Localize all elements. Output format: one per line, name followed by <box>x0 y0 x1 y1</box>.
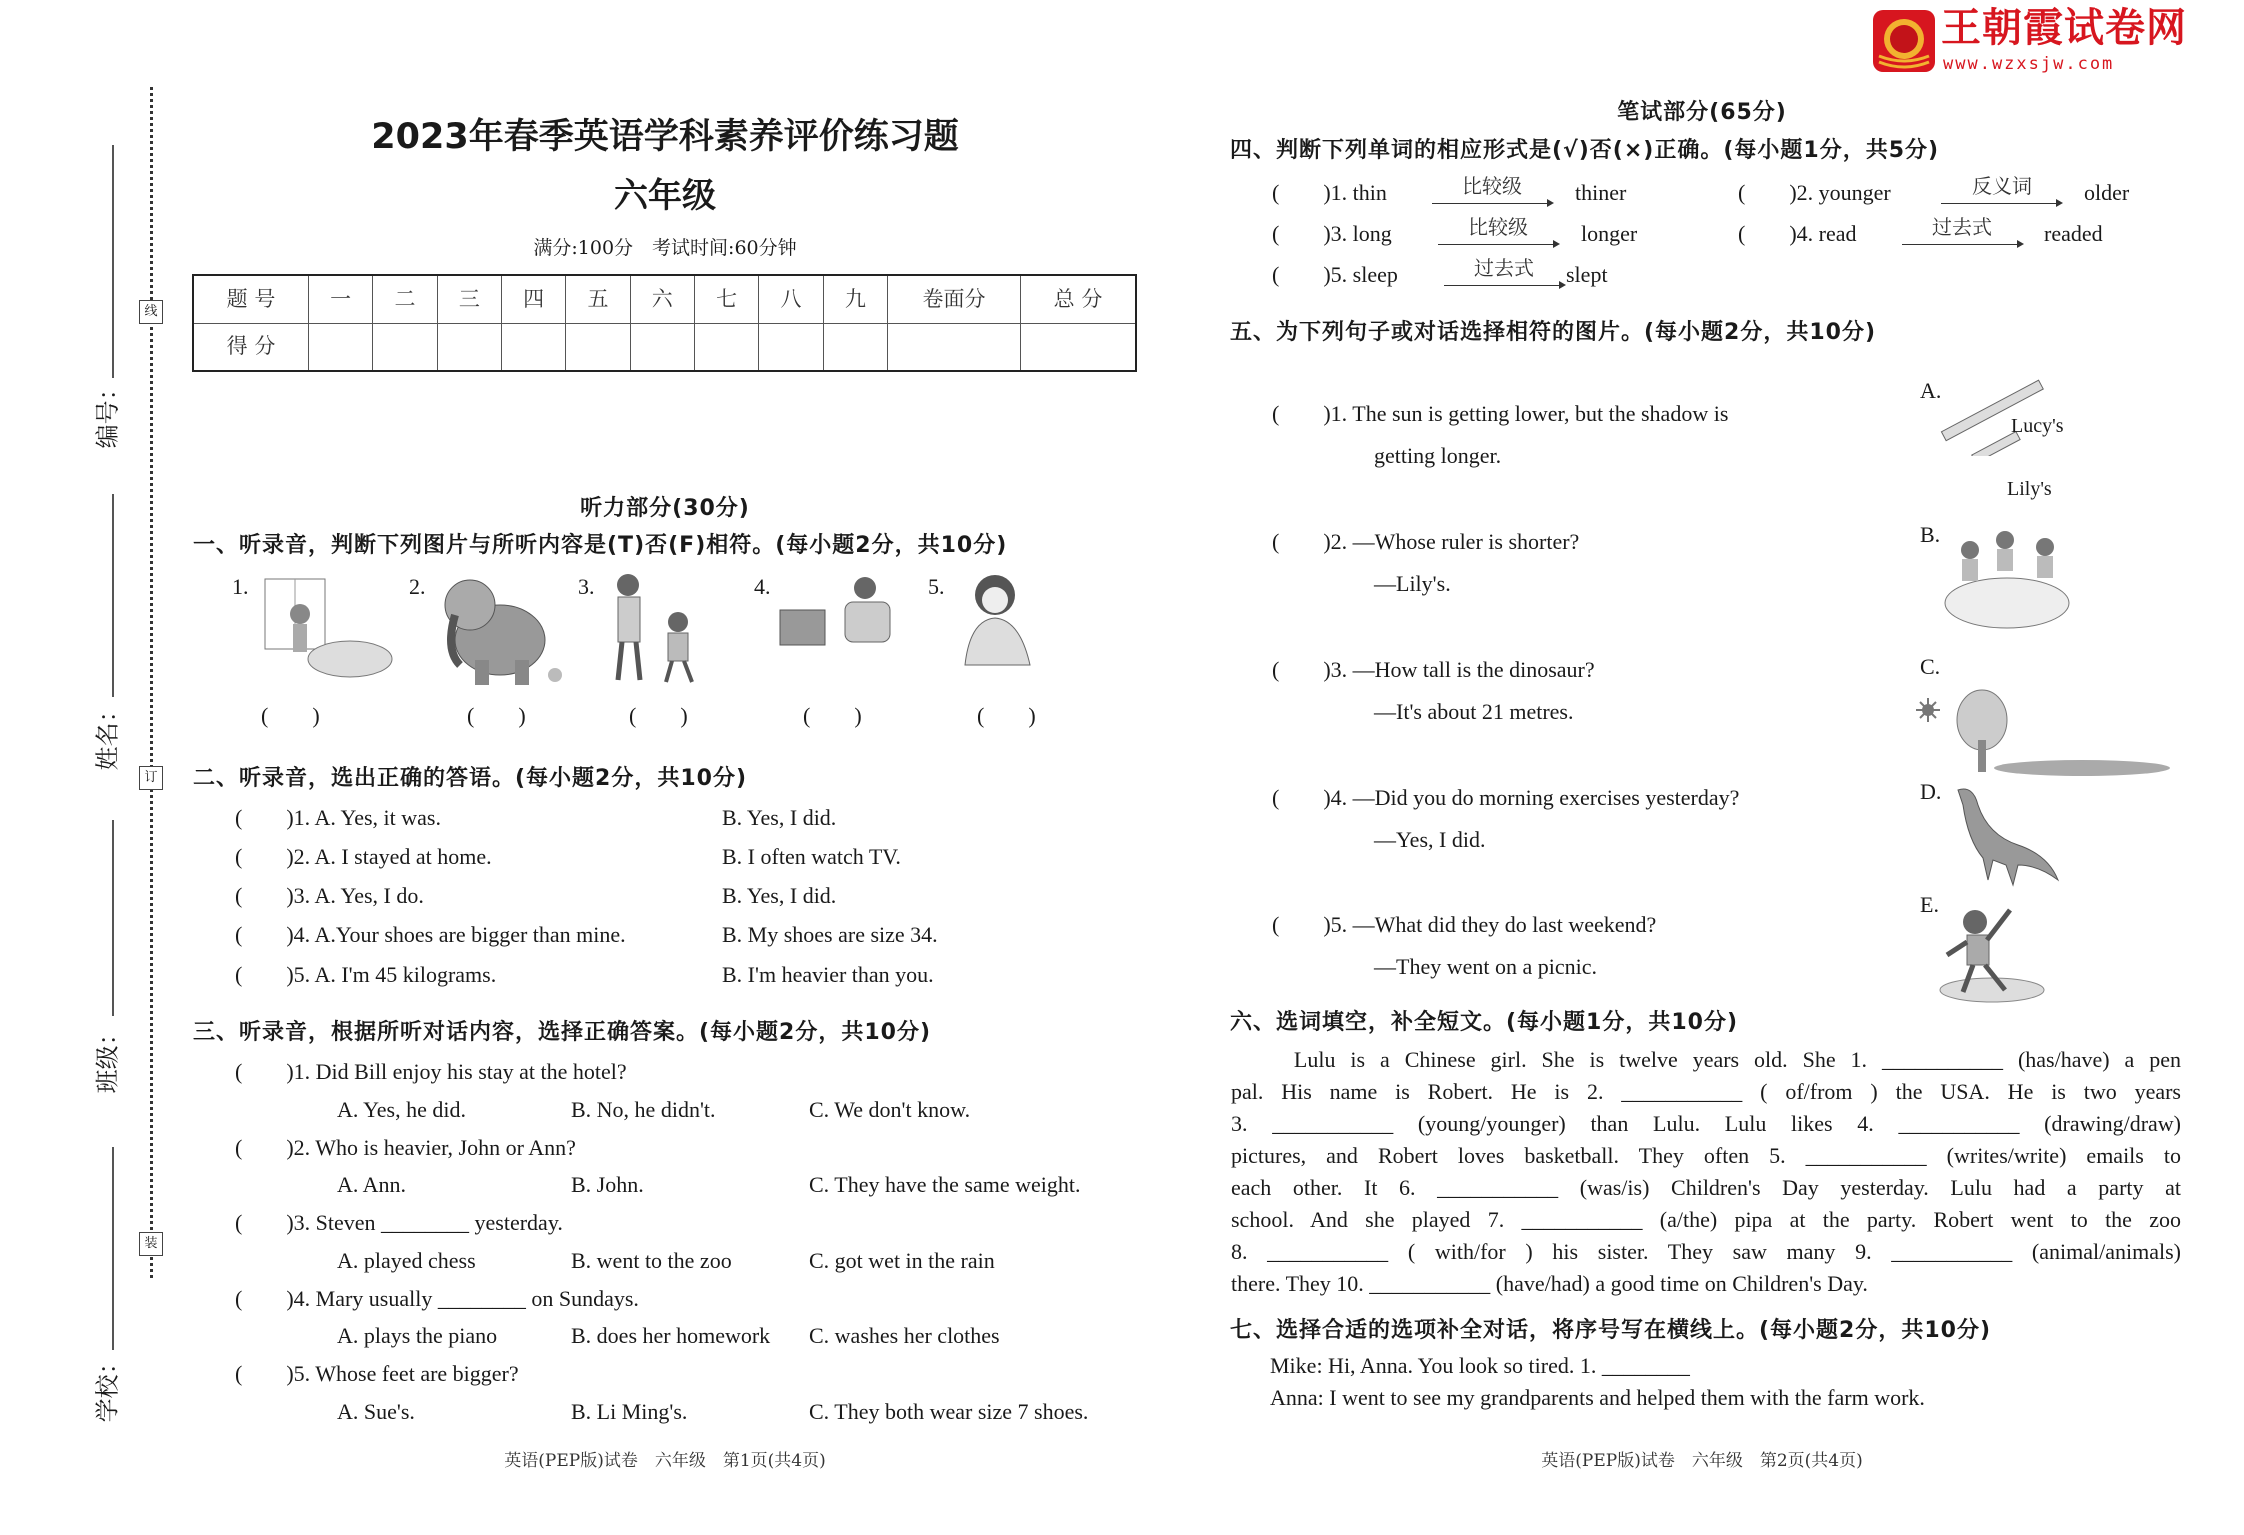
cloze-line: school. And she played 7. ___________ (a/the) pipa at the party. Robert went to the zoo <box>1231 1207 2181 1232</box>
score-cell[interactable] <box>501 323 565 371</box>
s1-number: 4. <box>754 574 771 599</box>
score-table-header: 五 <box>566 275 630 323</box>
s1-number: 1. <box>232 574 249 599</box>
written-title: 笔试部分(65分) <box>1617 100 1787 125</box>
s1-number: 2. <box>409 574 426 599</box>
section-6-heading: 六、选词填空，补全短文。(每小题1分，共10分) <box>1230 1010 1739 1035</box>
score-cell[interactable] <box>437 323 501 371</box>
s4-arrow-label: 比较级 <box>1468 215 1528 239</box>
s4-arrow-label: 比较级 <box>1462 174 1522 198</box>
number-label: 编号： <box>93 376 122 449</box>
elephant-picture <box>430 570 570 690</box>
section-2-heading: 二、听录音，选出正确的答语。(每小题2分，共10分) <box>193 766 748 791</box>
ruler-label-lucy: Lucy's <box>2011 415 2064 437</box>
score-table-header: 七 <box>694 275 758 323</box>
score-cell[interactable] <box>1021 323 1137 371</box>
school-label: 学校： <box>93 1350 122 1423</box>
s3-question: ( )3. Steven ________ yesterday. <box>235 1210 563 1235</box>
picnic-picture <box>1940 525 2075 640</box>
s5-line1: ( )1. The sun is getting lower, but the shadow is <box>1272 401 1729 426</box>
section-4-heading: 四、判断下列单词的相应形式是(√)否(×)正确。(每小题1分，共5分) <box>1230 138 1940 163</box>
s3-option-a: A. Ann. <box>337 1172 407 1197</box>
s2-option-b: B. Yes, I did. <box>722 883 837 908</box>
s4-arrow-label: 过去式 <box>1474 256 1534 280</box>
s3-option-b: B. John. <box>571 1172 644 1197</box>
score-cell[interactable] <box>823 323 887 371</box>
s1-number: 5. <box>928 574 945 599</box>
score-table-header: 三 <box>437 275 501 323</box>
s4-item-number: ( )3. long <box>1272 221 1392 246</box>
picture-label-e: E. <box>1920 892 1939 917</box>
s3-option-c: C. They have the same weight. <box>809 1172 1081 1197</box>
s1-number: 3. <box>578 574 595 599</box>
score-cell[interactable] <box>566 323 630 371</box>
picture-label-d: D. <box>1920 779 1942 804</box>
s4-item-number: ( )4. read <box>1738 221 1857 246</box>
score-table-header: 卷面分 <box>888 275 1021 323</box>
section-7-heading: 七、选择合适的选项补全对话，将序号写在横线上。(每小题2分，共10分) <box>1230 1318 1992 1343</box>
exam-title: 2023年春季英语学科素养评价练习题 <box>371 117 959 157</box>
score-cell[interactable] <box>373 323 437 371</box>
score-table-header: 总 分 <box>1021 275 1137 323</box>
binding-mark-line: 线 <box>139 300 163 324</box>
picture-label-c: C. <box>1920 654 1941 679</box>
score-cell[interactable] <box>888 323 1021 371</box>
s3-option-b: B. does her homework <box>571 1323 771 1348</box>
s2-option-b: B. I often watch TV. <box>722 844 901 869</box>
picture-label-a: A. <box>1920 378 1942 403</box>
s4-arrow-label: 过去式 <box>1932 215 1992 239</box>
s3-option-b: B. Li Ming's. <box>571 1399 688 1424</box>
s4-result: thiner <box>1575 180 1627 205</box>
s5-line1: ( )3. —How tall is the dinosaur? <box>1272 657 1595 682</box>
s3-option-a: A. played chess <box>337 1248 476 1273</box>
two-boys-picture <box>600 570 715 690</box>
score-table-header: 四 <box>501 275 565 323</box>
score-cell[interactable] <box>309 323 373 371</box>
s4-result: readed <box>2044 221 2103 246</box>
s3-option-a: A. Sue's. <box>337 1399 415 1424</box>
s2-option-b: B. My shoes are size 34. <box>722 922 938 947</box>
logo-name: 王朝霞试卷网 <box>1941 5 2187 51</box>
s5-line2: —Yes, I did. <box>1374 827 1486 852</box>
name-label: 姓名： <box>93 698 122 771</box>
score-row-label: 得 分 <box>193 323 309 371</box>
s3-option-a: A. plays the piano <box>337 1323 498 1348</box>
score-table <box>192 274 1137 372</box>
listening-title: 听力部分(30分) <box>580 496 750 521</box>
s4-arrow <box>1941 203 2061 204</box>
grade-title: 六年级 <box>614 176 716 216</box>
s2-option-b: B. Yes, I did. <box>722 805 837 830</box>
s1-answer-paren[interactable]: ( ) <box>467 703 526 728</box>
s3-question: ( )2. Who is heavier, John or Ann? <box>235 1135 576 1160</box>
s4-arrow-label: 反义词 <box>1972 174 2032 198</box>
score-cell[interactable] <box>759 323 823 371</box>
name-line <box>112 494 114 697</box>
exercise-picture <box>1935 900 2050 1005</box>
tree-shadow-picture <box>1912 680 2174 780</box>
score-table-header: 题 号 <box>193 275 309 323</box>
class-label: 班级： <box>93 1021 122 1094</box>
s4-result: longer <box>1581 221 1638 246</box>
ruler-label-lily: Lily's <box>2007 478 2052 500</box>
logo-emblem-icon <box>1873 10 1935 72</box>
number-line <box>112 145 114 378</box>
score-table-score-row <box>193 323 1136 371</box>
s3-option-b: B. went to the zoo <box>571 1248 732 1273</box>
cloze-passage <box>1231 1044 2181 1414</box>
s1-answer-paren[interactable]: ( ) <box>629 703 688 728</box>
cloze-line: Lulu is a Chinese girl. She is twelve years old. She 1. ___________ (has/have) a pen <box>1231 1047 2181 1072</box>
picture-label-b: B. <box>1920 522 1941 547</box>
s5-line2: —Lily's. <box>1374 571 1451 596</box>
s4-item-number: ( )2. younger <box>1738 180 1891 205</box>
binding-mark-pack: 装 <box>139 1232 163 1256</box>
s2-question: ( )4. A.Your shoes are bigger than mine. <box>235 922 626 947</box>
s4-arrow <box>1438 244 1558 245</box>
logo <box>1873 6 2203 76</box>
s3-option-c: C. We don't know. <box>809 1097 971 1122</box>
logo-url: www.wzxsjw.com <box>1943 54 2115 74</box>
binding-mark-bind: 订 <box>139 766 163 790</box>
dialogue-line-mike: Mike: Hi, Anna. You look so tired. 1. ________ <box>1270 1353 1690 1379</box>
s4-arrow <box>1444 285 1564 286</box>
s4-item-number: ( )5. sleep <box>1272 262 1398 287</box>
s3-option-c: C. They both wear size 7 shoes. <box>809 1399 1089 1424</box>
cloze-line: 8. ___________ ( with/for ) his sister. They saw many 9. ___________ (animal/animals) <box>1231 1239 2181 1264</box>
section-3-heading: 三、听录音，根据所听对话内容，选择正确答案。(每小题2分，共10分) <box>193 1020 932 1045</box>
section-7 <box>1231 1318 2181 1414</box>
s2-option-b: B. I'm heavier than you. <box>722 962 934 987</box>
cloze-line: pictures, and Robert loves basketball. They often 5. ___________ (writes/write) emails to <box>1231 1143 2181 1168</box>
cloze-line: each other. It 6. ___________ (was/is) Children's Day yesterday. Lulu had a party at <box>1231 1175 2181 1200</box>
score-table-header: 八 <box>759 275 823 323</box>
score-cell[interactable] <box>694 323 758 371</box>
score-table-header: 六 <box>630 275 694 323</box>
s4-arrow <box>1902 244 2022 245</box>
s5-line2: getting longer. <box>1374 443 1502 468</box>
s3-option-c: C. washes her clothes <box>809 1323 1000 1348</box>
s1-answer-paren[interactable]: ( ) <box>261 703 320 728</box>
s2-question: ( )5. A. I'm 45 kilograms. <box>235 962 497 987</box>
s4-item-number: ( )1. thin <box>1272 180 1387 205</box>
boy-tv-picture <box>775 570 905 670</box>
s1-answer-paren[interactable]: ( ) <box>977 703 1036 728</box>
cloze-line: pal. His name is Robert. He is 2. ___________ ( of/from ) the USA. He is two years <box>1231 1079 2181 1104</box>
section-5-heading: 五、为下列句子或对话选择相符的图片。(每小题2分，共10分) <box>1230 320 1877 345</box>
s4-arrow <box>1432 203 1552 204</box>
section-1-heading: 一、听录音，判断下列图片与所听内容是(T)否(F)相符。(每小题2分，共10分) <box>193 533 1008 558</box>
exam-info: 满分:100分 考试时间:60分钟 <box>533 237 797 259</box>
cloze-line: there. They 10. ___________ (have/had) a good time on Children's Day. <box>1231 1271 1868 1296</box>
bedroom-picture <box>255 574 395 686</box>
page-1-footer: 英语(PEP版)试卷 六年级 第1页(共4页) <box>504 1451 826 1471</box>
s3-question: ( )4. Mary usually ________ on Sundays. <box>235 1286 639 1311</box>
s1-answer-paren[interactable]: ( ) <box>803 703 862 728</box>
s4-result: older <box>2084 180 2130 205</box>
score-cell[interactable] <box>630 323 694 371</box>
score-table-header: 一 <box>309 275 373 323</box>
s3-question: ( )5. Whose feet are bigger? <box>235 1361 519 1386</box>
dotted-cut-line <box>150 87 153 1278</box>
s5-line1: ( )4. —Did you do morning exercises yesterday? <box>1272 785 1740 810</box>
score-table-header: 二 <box>373 275 437 323</box>
score-table-header: 九 <box>823 275 887 323</box>
s3-question: ( )1. Did Bill enjoy his stay at the hotel? <box>235 1059 627 1084</box>
s3-option-a: A. Yes, he did. <box>337 1097 466 1122</box>
cloze-line: 3. ___________ (young/younger) than Lulu. Lulu likes 4. ___________ (drawing/draw) <box>1231 1111 2181 1136</box>
s5-line1: ( )2. —Whose ruler is shorter? <box>1272 529 1580 554</box>
s5-line2: —They went on a picnic. <box>1374 954 1597 979</box>
s4-result: slept <box>1566 262 1608 287</box>
s2-question: ( )2. A. I stayed at home. <box>235 844 492 869</box>
s5-line1: ( )5. —What did they do last weekend? <box>1272 912 1657 937</box>
score-table-header-row <box>193 275 1136 323</box>
dinosaur-picture <box>1948 780 2068 895</box>
girl-picture <box>950 570 1040 670</box>
dialogue-line-anna: Anna: I went to see my grandparents and helped them with the farm work. <box>1270 1385 1925 1411</box>
page-2-footer: 英语(PEP版)试卷 六年级 第2页(共4页) <box>1541 1451 1863 1471</box>
s2-question: ( )3. A. Yes, I do. <box>235 883 424 908</box>
s2-question: ( )1. A. Yes, it was. <box>235 805 441 830</box>
s5-line2: —It's about 21 metres. <box>1374 699 1574 724</box>
s3-option-c: C. got wet in the rain <box>809 1248 995 1273</box>
class-line <box>112 820 114 1016</box>
school-line <box>112 1147 114 1350</box>
s3-option-b: B. No, he didn't. <box>571 1097 716 1122</box>
